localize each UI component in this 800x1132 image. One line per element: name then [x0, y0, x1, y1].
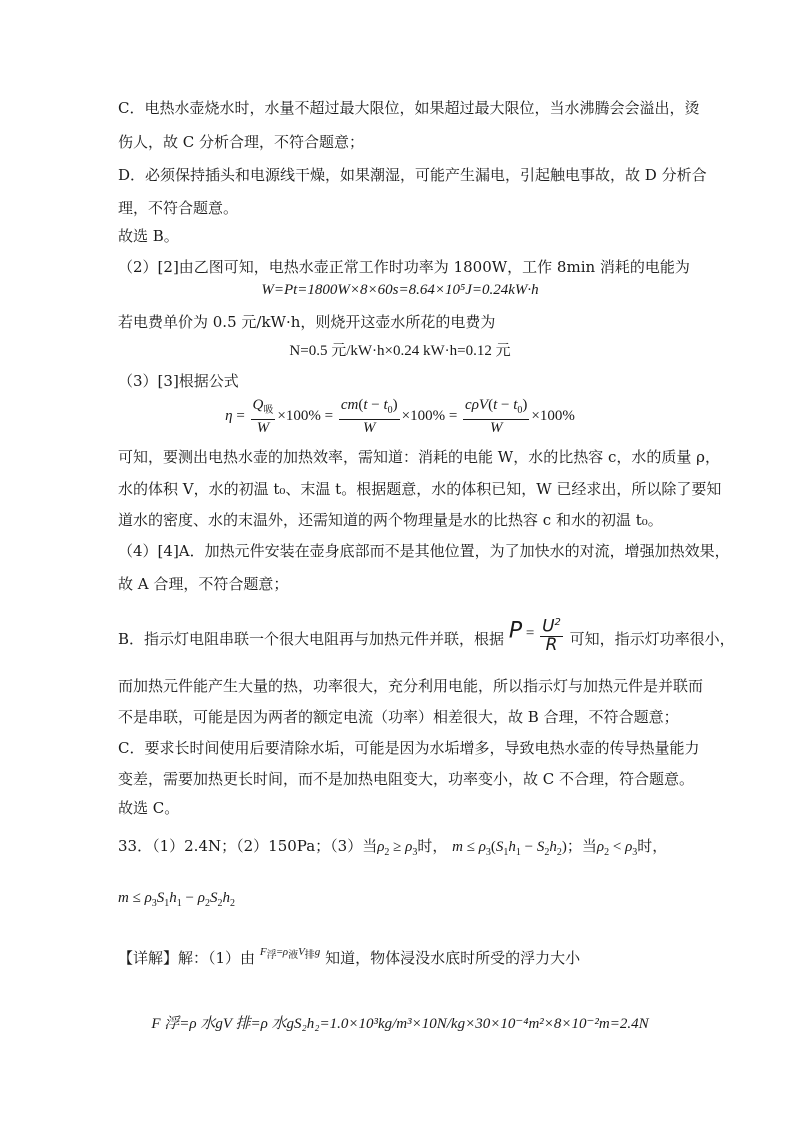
mass-formula: $m \le \rho_3S_1h_1 - \rho_2S_2h_2$ [118, 890, 235, 909]
text-segment: 时， [637, 837, 668, 855]
detail-line [118, 948, 580, 974]
text-line: 故 A 合理，不符合题意； [118, 575, 289, 593]
text-line: （2）[2]由乙图可知，电热水壶正常工作时功率为 1800W，工作 8min 消耗的电能为 [118, 258, 690, 276]
buoyancy-formula: F浮=ρ液V排g [259, 946, 321, 962]
text-line: 理，不符合题意。 [118, 199, 239, 217]
text-line: 不是串联，可能是因为两者的额定电流（功率）相差很大，故 B 合理，不符合题意； [118, 708, 679, 726]
text-line: C．要求长时间使用后要清除水垢，可能是因为水垢增多，导致电热水壶的传导热量能力 [118, 739, 700, 757]
condition-formula: $\rho_2 \ge \rho_3$ [377, 839, 418, 858]
text-line: 而加热元件能产生大量的热，功率很大，充分利用电能，所以指示灯与加热元件是并联而 [118, 677, 704, 695]
text-segment: 时， [417, 837, 448, 855]
formula-cost: N=0.5 元/kW·h×0.24 kW·h=0.12 元 [289, 343, 511, 359]
text-line: 故选 B。 [118, 227, 179, 245]
text-line: 道水的密度、水的末温外，还需知道的两个物理量是水的比热容 c 和水的初温 t₀。 [118, 511, 663, 529]
text-segment: 知道，物体浸没水底时所受的浮力大小 [325, 949, 581, 967]
text-line: （3）[3]根据公式 [118, 372, 239, 390]
text-segment: ；当 [566, 837, 597, 855]
text-line: 变差，需要加热更长时间，而不是加热电阻变大，功率变小，故 C 不合理，符合题意。 [118, 770, 695, 788]
formula-buoyancy-calc: F 浮=ρ 水gV 排=ρ 水gS₂h₂=1.0×10³kg/m³×10N/kg×30×10⁻⁴m²×8×10⁻²m=2.4N [151, 1016, 649, 1032]
text-line: 故选 C。 [118, 799, 180, 817]
text-line: 可知，要测出电热水壶的加热效率，需知道：消耗的电能 W，水的比热容 c，水的质量 ρ， [118, 448, 720, 466]
text-line: （4）[4]A．加热元件安装在壶身底部而不是其他位置，为了加快水的对流，增强加热效果， [118, 542, 730, 560]
formula-power: P = $\frac{U^2}{R}$ [509, 614, 565, 654]
text-segment: B．指示灯电阻串联一个很大电阻再与加热元件并联，根据 [118, 629, 505, 648]
answer-33-line [118, 836, 667, 863]
condition-formula: $\rho_2 < \rho_3$ [596, 839, 638, 858]
text-line: 伤人，故 C 分析合理，不符合题意； [118, 133, 365, 151]
formula-energy: W=Pt=1800W×8×60s=8.64×10⁵J=0.24kW·h [261, 282, 539, 298]
text-line [118, 616, 735, 660]
formula-efficiency: η = $\frac{Q_吸}{W}$ ×100% = $\frac{cm(t - t_0)}{W}$ ×100% = $\frac{c\rho V(t - t_0)}{W}$ ×100% [225, 396, 575, 436]
text-segment: 可知，指示灯功率很小， [569, 629, 735, 648]
mass-formula: $m \le \rho_3(S_1h_1 - S_2h_2)$ [452, 839, 567, 858]
text-line: D．必须保持插头和电源线干燥，如果潮湿，可能产生漏电，引起触电事故，故 D 分析合 [118, 166, 707, 184]
text-line: C．电热水壶烧水时，水量不超过最大限位，如果超过最大限位，当水沸腾会会溢出，烫 [118, 99, 700, 117]
text-line: 水的体积 V，水的初温 t₀、末温 t。根据题意，水的体积已知，W 已经求出，所以除了要知 [118, 480, 722, 498]
text-segment: 33．（1）2.4N；（2）150Pa；（3）当 [118, 837, 378, 855]
text-segment: 【详解】解：（1）由 [118, 949, 256, 967]
text-line: 若电费单价为 0.5 元/kW·h，则烧开这壶水所花的电费为 [118, 313, 496, 331]
